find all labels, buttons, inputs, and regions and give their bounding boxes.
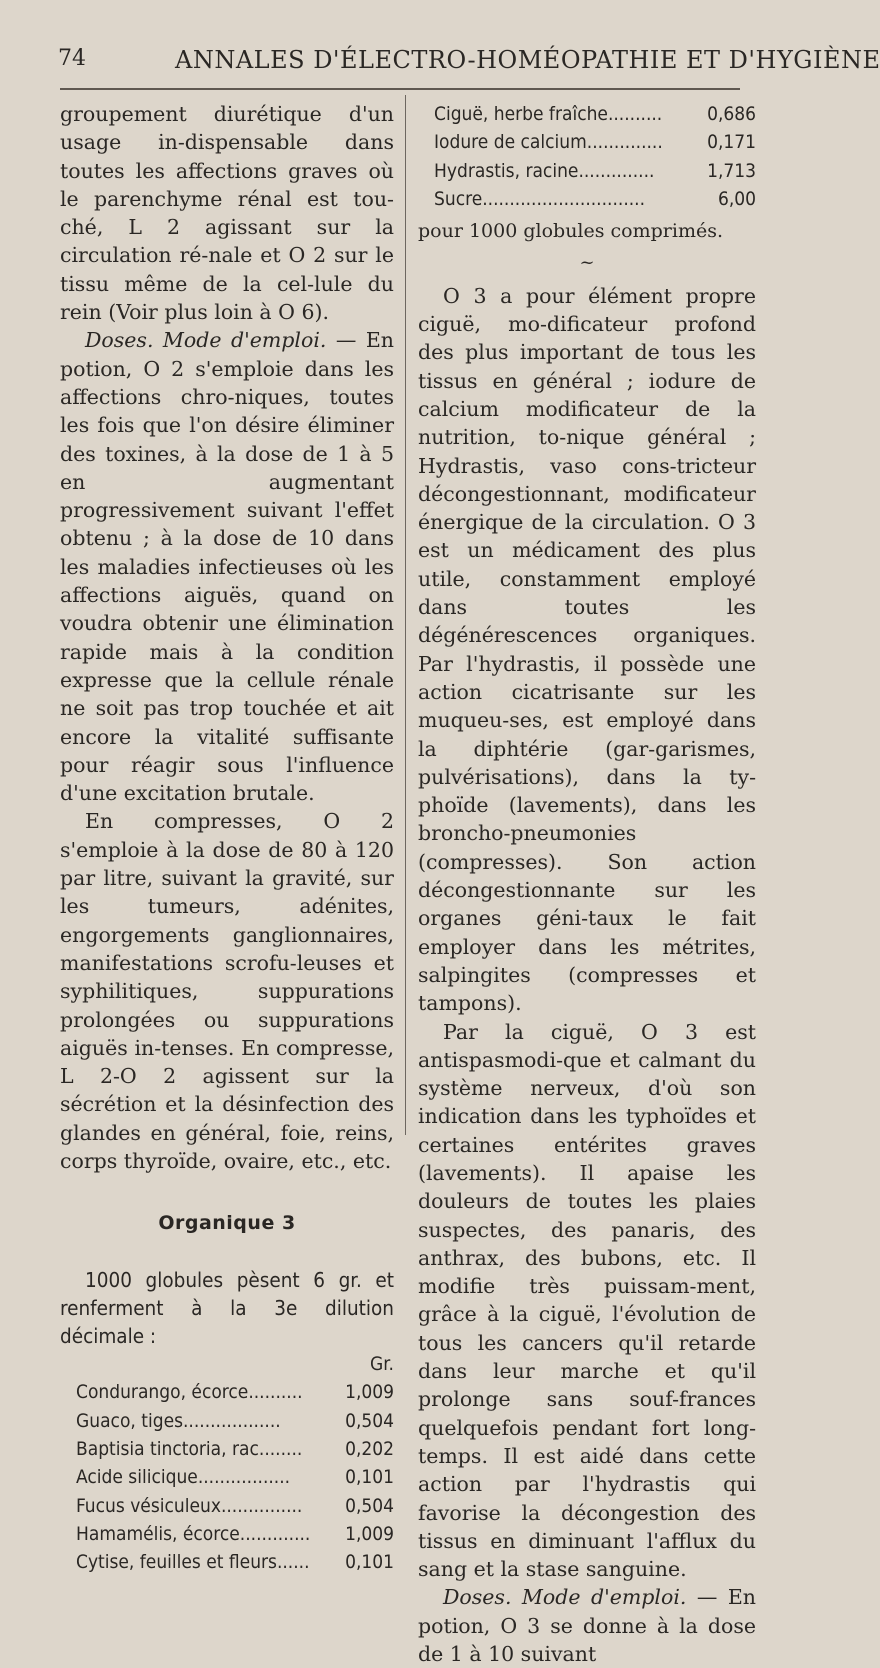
running-title: ANNALES D'ÉLECTRO-HOMÉOPATHIE ET D'HYGIÈNE xyxy=(175,46,880,74)
doses-text: — En potion, O 2 s'emploie dans les affections chro-niques, toutes les fois que l'on désire éliminer des toxines, à la dose de 1 à 5 en augmentant progressivement suivant l'effet obtenu ; à la dose de 10 dans les maladies infectieuses où les affections aiguës, quand on voudra obtenir une élimination rapide mais à la condition expresse que la cellule rénale ne soit pas trop touchée et ait encore la vitalité suffisante pour réagir sous l'influence d'une excitation brutale. xyxy=(60,328,394,806)
left-column xyxy=(60,100,394,1577)
paragraph-doses-o2 xyxy=(60,326,394,807)
paragraph-doses-o3 xyxy=(418,1583,756,1668)
ingredient-row xyxy=(60,1435,394,1463)
ingredient-value: 0,504 xyxy=(345,1409,394,1432)
ingredient-name: Ciguë, herbe fraîche.......... xyxy=(434,103,663,125)
ingredient-name: Fucus vésiculeux............... xyxy=(76,1494,303,1517)
paragraph-o3-description: O 3 a pour élément propre ciguë, mo-dificateur profond des plus important de tous les tissus en général ; iodure de calcium modificateur de la nutrition, to-nique général ; Hydrastis, vaso cons-tricteur décongestionnant, modificateur énergique de la circulation. O 3 est un médicament des plus utile, constamment employé dans toutes les dégénérescences organiques. Par l'hydrastis, il possède une action cicatrisante sur les muqueu-ses, est employé dans la diphtérie (gar-garismes, pulvérisations), dans la ty-phoïde (lavements), dans les broncho-pneumonies (compresses). Son action décongestionnante sur les organes géni-taux le fait employer dans les métrites, salpingites (compresses et tampons). xyxy=(418,283,756,1016)
column-divider xyxy=(405,95,406,1135)
ingredient-value: 1,713 xyxy=(707,159,756,182)
page-header xyxy=(0,38,880,78)
composition-note: pour 1000 globules comprimés. xyxy=(418,220,724,243)
page-number: 74 xyxy=(58,46,86,71)
doses-lead: Doses. Mode d'emploi. xyxy=(85,328,327,353)
ingredient-value: 0,686 xyxy=(707,103,756,125)
ingredient-row xyxy=(60,1463,394,1491)
unit-header xyxy=(60,1350,394,1378)
ingredient-row xyxy=(418,157,756,185)
header-rule xyxy=(60,88,740,90)
composition-table-left xyxy=(60,1350,394,1576)
separator-mark: ~ xyxy=(579,252,595,274)
ingredient-value: 6,00 xyxy=(717,187,756,210)
ingredient-name: Iodure de calcium.............. xyxy=(434,131,663,154)
right-column xyxy=(418,100,756,1668)
ingredient-name: Guaco, tiges.................. xyxy=(76,1409,281,1432)
ingredient-value: 1,009 xyxy=(345,1381,394,1404)
ingredient-name: Hydrastis, racine.............. xyxy=(434,159,655,182)
ingredient-row xyxy=(60,1520,394,1548)
ingredient-row xyxy=(418,100,756,128)
ingredient-name: Hamamélis, écorce............. xyxy=(76,1522,311,1545)
unit-label: Gr. xyxy=(370,1353,394,1376)
ingredient-value: 0,101 xyxy=(345,1466,394,1489)
ingredient-value: 1,009 xyxy=(345,1522,394,1545)
ingredient-row xyxy=(60,1378,394,1406)
composition-table-right xyxy=(418,100,756,213)
doses-text: — En potion, O 3 se donne à la dose de 1 à 10 suivant xyxy=(418,1585,756,1667)
ingredient-name: Cytise, feuilles et fleurs...... xyxy=(76,1551,310,1574)
composition-intro: 1000 globules pèsent 6 gr. et renferment à la 3e dilution décimale : xyxy=(60,1267,394,1349)
ingredient-row xyxy=(60,1407,394,1435)
ingredient-row xyxy=(60,1492,394,1520)
doses-lead: Doses. Mode d'emploi. xyxy=(443,1585,687,1610)
paragraph-o3-cigue: Par la ciguë, O 3 est antispasmodi-que et calmant du système nerveux, d'où son indication dans les typhoïdes et certaines entérites graves (lavements). Il apaise les douleurs de toutes les plaies suspectes, des panaris, des anthrax, des bubons, etc. Il modifie très puissam-ment, grâce à la ciguë, l'évolution de tous les cancers qu'il retarde dans leur marche et qu'il prolonge sans souf-frances quelquefois pendant fort long-temps. Il est aidé dans cette action par l'hydrastis qui favorise la décongestion des tissus en diminuant l'afflux du sang et la stase sanguine. xyxy=(418,1019,756,1582)
paragraph-diuretic-group: groupement diurétique d'un usage in-dispensable dans toutes les affections graves où le parenchyme rénal est tou-ché, L 2 agissant sur la circulation ré-nale et O 2 sur le tissu même de la cel-lule du rein (Voir plus loin à O 6). xyxy=(60,102,394,325)
ingredient-value: 0,504 xyxy=(345,1494,394,1517)
ingredient-name: Condurango, écorce.......... xyxy=(76,1381,303,1404)
ingredient-row xyxy=(60,1548,394,1576)
ingredient-value: 0,171 xyxy=(707,131,756,154)
paragraph-compresses-o2: En compresses, O 2 s'emploie à la dose de 80 à 120 par litre, suivant la gravité, sur les tumeurs, adénites, engorgements ganglionnaires, manifestations scrofu-leuses et syphilitiques, suppurations prolongées ou suppurations aiguës in-tenses. En compresse, L 2-O 2 agissent sur la sécrétion et la désinfection des glandes en général, foie, reins, corps thyroïde, ovaire, etc., etc. xyxy=(60,809,394,1173)
ingredient-value: 0,101 xyxy=(345,1551,394,1574)
ingredient-name: Baptisia tinctoria, rac........ xyxy=(76,1438,303,1461)
ingredient-value: 0,202 xyxy=(345,1438,394,1461)
ingredient-row xyxy=(418,185,756,213)
ingredient-name: Sucre.............................. xyxy=(434,187,646,210)
ingredient-name: Acide silicique................. xyxy=(76,1466,291,1489)
section-title: Organique 3 xyxy=(158,1212,296,1235)
ingredient-row xyxy=(418,128,756,156)
